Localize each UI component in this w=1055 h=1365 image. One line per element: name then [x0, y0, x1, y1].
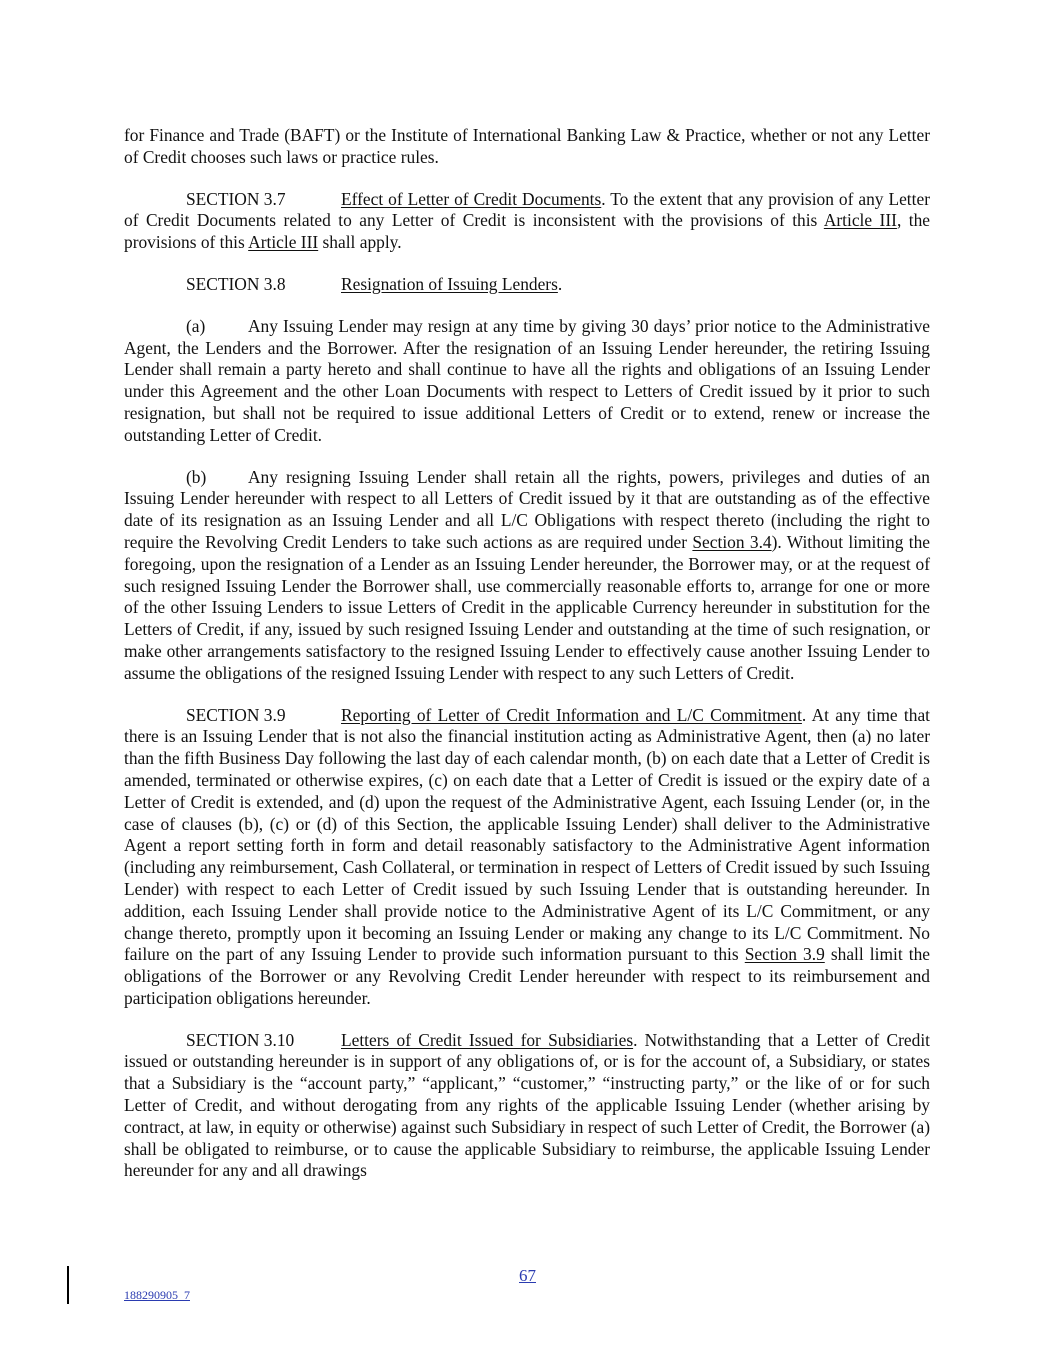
clause-text: Any Issuing Lender may resign at any time by giving 30 days’ prior notice to the Administrative Agent, the Lenders and the Borrower. After the resignation of an Issuing Lender hereunder, the retiring Issuing Lender shall remain a party hereto and shall continue to have all the rights and obligations of an Issuing Lender under this Agreement and the other Loan Documents with respect to Letters of Credit issued by it prior to such resignation, but shall not be required to issue additional Letters of Credit or to extend, renew or increase the outstanding Letter of Credit.: [124, 315, 930, 445]
section-text: .: [557, 273, 563, 294]
clause-text: ). Without limiting the foregoing, upon the resignation of a Lender as an Issuing Lender hereunder, the Borrower may, or at the request of such resigned Issuing Lender the Borrower shall, use commercially reasonable efforts to, arrange for one or more of the other Issuing Lenders to issue Letters of Credit in the applicable Currency hereunder in substitution for the Letters of Credit, if any, issued by such resigned Issuing Lender and outstanding at the time of such resignation, or make other arrangements satisfactory to the resigned Issuing Lender to effectively cause another Issuing Lender to assume the obligations of the resigned Issuing Lender with respect to any such Letters of Credit.: [124, 531, 930, 683]
section-3-10: [124, 1030, 930, 1183]
clause-text: Any resigning Issuing Lender shall retain all the rights, powers, privileges and duties of an Issuing Lender hereunder with respect to all Letters of Credit issued by it that are outstanding as of the effective date of its resignation as an Issuing Lender and all L/C Obligations with respect thereto (including the right to require the Revolving Credit Lenders to take such actions as are required under: [124, 466, 930, 552]
subsection-3-8-a: [124, 316, 930, 447]
section-title: Reporting of Letter of Credit Information and L/C Commitment: [341, 704, 802, 725]
article-iii-link[interactable]: Article III: [248, 232, 319, 253]
section-text: . At any time that there is an Issuing Lender that is not also the financial institution acting as Administrative Agent, then (a) no later than the fifth Business Day following the last day of each calendar month, (b) on each date that a Letter of Credit is amended, terminated or otherwise expires, (c) on each date that a Letter of Credit is issued or the expiry date of a Letter of Credit is extended, and (d) upon the request of the Administrative Agent, each Issuing Lender (or, in the case of clauses (b), (c) or (d) of this Section, the applicable Issuing Lender) shall deliver to the Administrative Agent a report setting forth in form and detail reasonably satisfactory to the Administrative Agent information (including any reimbursement, Cash Collateral, or termination in respect of Letters of Credit issued by such Issuing Lender) with respect to each Letter of Credit issued by such Issuing Lender that is outstanding hereunder. In addition, each Issuing Lender shall provide notice to the Administrative Agent of its L/C Commitment, or any change thereto, promptly upon it becoming an Issuing Lender or making any change to its L/C Commitment. No failure on the part of any Issuing Lender to provide such information pursuant to this: [124, 704, 930, 965]
clause-label: (a): [186, 315, 206, 336]
section-number: SECTION 3.7: [186, 188, 286, 209]
document-body: [124, 125, 930, 1202]
page-number: 67: [519, 1266, 536, 1285]
section-title: Effect of Letter of Credit Documents: [341, 188, 602, 209]
section-number: SECTION 3.9: [186, 704, 286, 725]
section-number: SECTION 3.8: [186, 273, 286, 294]
section-title: Letters of Credit Issued for Subsidiaries: [341, 1029, 634, 1050]
section-text: shall apply.: [318, 232, 402, 253]
clause-label: (b): [186, 466, 207, 487]
section-number: SECTION 3.10: [186, 1029, 295, 1050]
document-id: 188290905_7: [124, 1288, 190, 1302]
section-3-8: [124, 274, 930, 296]
section-3-9: [124, 705, 930, 1010]
article-iii-link[interactable]: Article III: [823, 210, 897, 231]
section-title: Resignation of Issuing Lenders: [341, 273, 558, 294]
section-text: . To the extent that any provision of any Letter of Credit Documents related to any Letter of Credit is inconsistent with the provisions of this: [124, 188, 930, 231]
paragraph-continuation: for Finance and Trade (BAFT) or the Institute of International Banking Law & Practice, whether or not any Letter of Credit chooses such laws or practice rules.: [124, 125, 930, 167]
section-3-9-link[interactable]: Section 3.9: [744, 944, 825, 965]
section-text: . Notwithstanding that a Letter of Credit issued or outstanding hereunder is in support of any obligations of, or is for the account of, a Subsidiary, or states that a Subsidiary is the “account party,” “applicant,” “customer,” “instructing party,” or the like of or for such Letter of Credit, and without derogating from any rights of the applicable Issuing Lender (whether arising by contract, at law, in equity or otherwise) against such Subsidiary in respect of such Letter of Credit, the Borrower (a) shall be obligated to reimburse, or to cause the applicable Subsidiary to reimburse, the applicable Issuing Lender hereunder for any and all drawings: [124, 1029, 930, 1181]
section-text: , the provisions of this: [124, 210, 930, 253]
section-text: shall limit the obligations of the Borrower or any Revolving Credit Lender hereunder with respect to its reimbursement and participation obligations hereunder.: [124, 944, 930, 1008]
section-3-4-link[interactable]: Section 3.4: [692, 531, 772, 552]
section-3-7: [124, 189, 930, 254]
subsection-3-8-b: [124, 467, 930, 685]
